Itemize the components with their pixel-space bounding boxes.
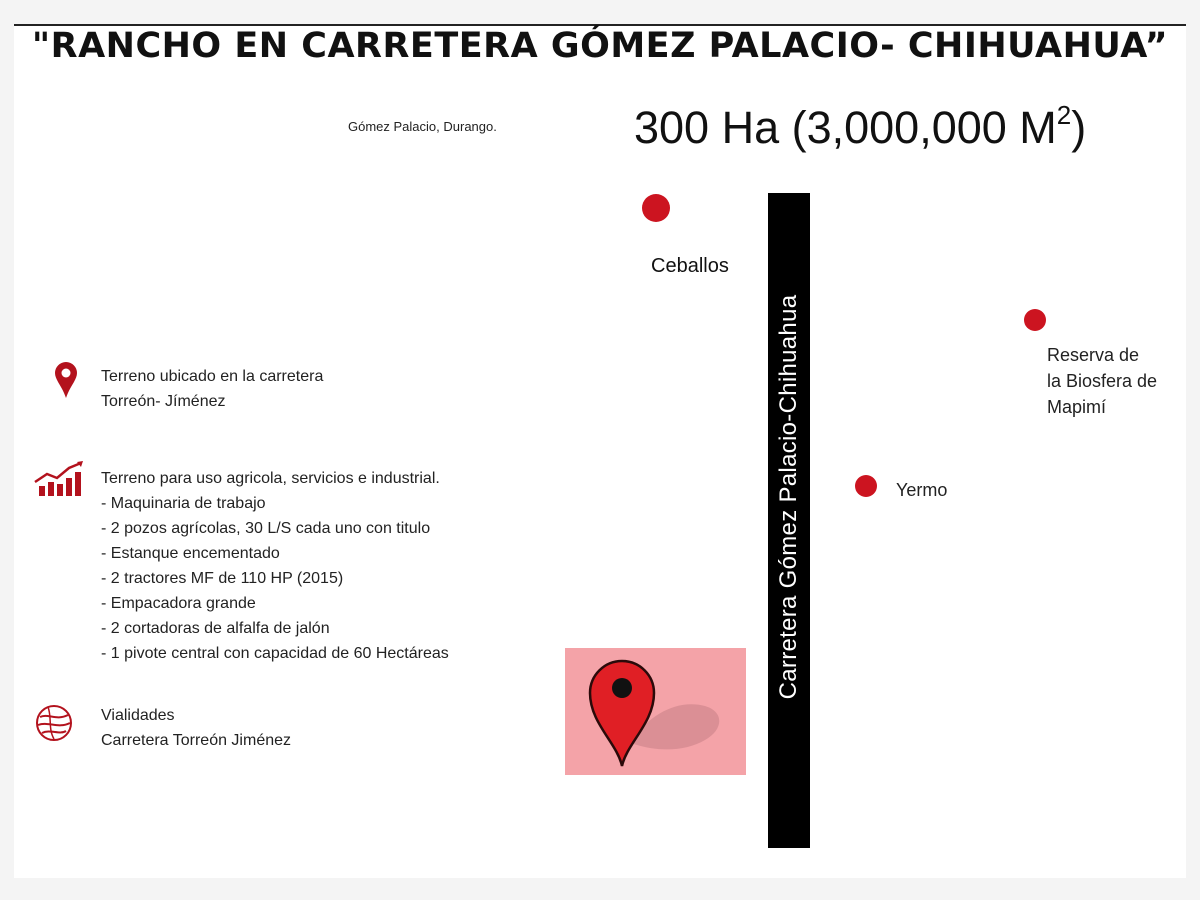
growth-chart-icon — [33, 460, 87, 498]
reserva-label — [1047, 342, 1157, 420]
feature-item: - 2 tractores MF de 110 HP (2015) — [101, 570, 344, 587]
ceballos-label: Ceballos — [651, 255, 729, 277]
road-network-icon — [34, 703, 74, 743]
location-info-line1: Terreno ubicado en la carretera — [101, 368, 324, 385]
location-info-line2: Torreón- Jíménez — [101, 393, 226, 410]
area-superscript: 2 — [1056, 100, 1072, 130]
reserva-label-line2: la Biosfera de — [1047, 371, 1158, 391]
area-close: ) — [1071, 102, 1087, 153]
reserva-label-line1: Reserva de — [1047, 345, 1140, 365]
area-value: 300 Ha (3,000,000 M — [634, 102, 1057, 153]
feature-item: - Maquinaria de trabajo — [101, 495, 266, 512]
yermo-marker — [855, 475, 877, 497]
reserva-marker — [1024, 309, 1046, 331]
features-heading: Terreno para uso agricola, servicios e industrial. — [101, 470, 440, 487]
features-info — [101, 466, 449, 666]
feature-item: - Empacadora grande — [101, 595, 256, 612]
location-text: Gómez Palacio, Durango. — [348, 119, 497, 134]
map-pin-icon — [54, 362, 78, 400]
yermo-label: Yermo — [896, 480, 948, 500]
location-info — [101, 364, 323, 414]
roads-value: Carretera Torreón Jiménez — [101, 732, 292, 749]
roads-heading: Vialidades — [101, 707, 175, 724]
reserva-label-line3: Mapimí — [1047, 397, 1107, 417]
feature-item: - 2 pozos agrícolas, 30 L/S cada uno con titulo — [101, 520, 431, 537]
area-text — [634, 102, 1086, 154]
property-pin-icon — [565, 648, 746, 775]
page-title: "RANCHO EN CARRETERA GÓMEZ PALACIO- CHIHUAHUA” — [31, 26, 1169, 66]
road-label: Carretera Gómez Palacio-Chihuahua — [775, 294, 802, 700]
ceballos-marker — [642, 194, 670, 222]
feature-item: - Estanque encementado — [101, 545, 280, 562]
feature-item: - 2 cortadoras de alfalfa de jalón — [101, 620, 330, 637]
feature-item: - 1 pivote central con capacidad de 60 Hectáreas — [101, 645, 449, 662]
roads-info — [101, 703, 291, 753]
